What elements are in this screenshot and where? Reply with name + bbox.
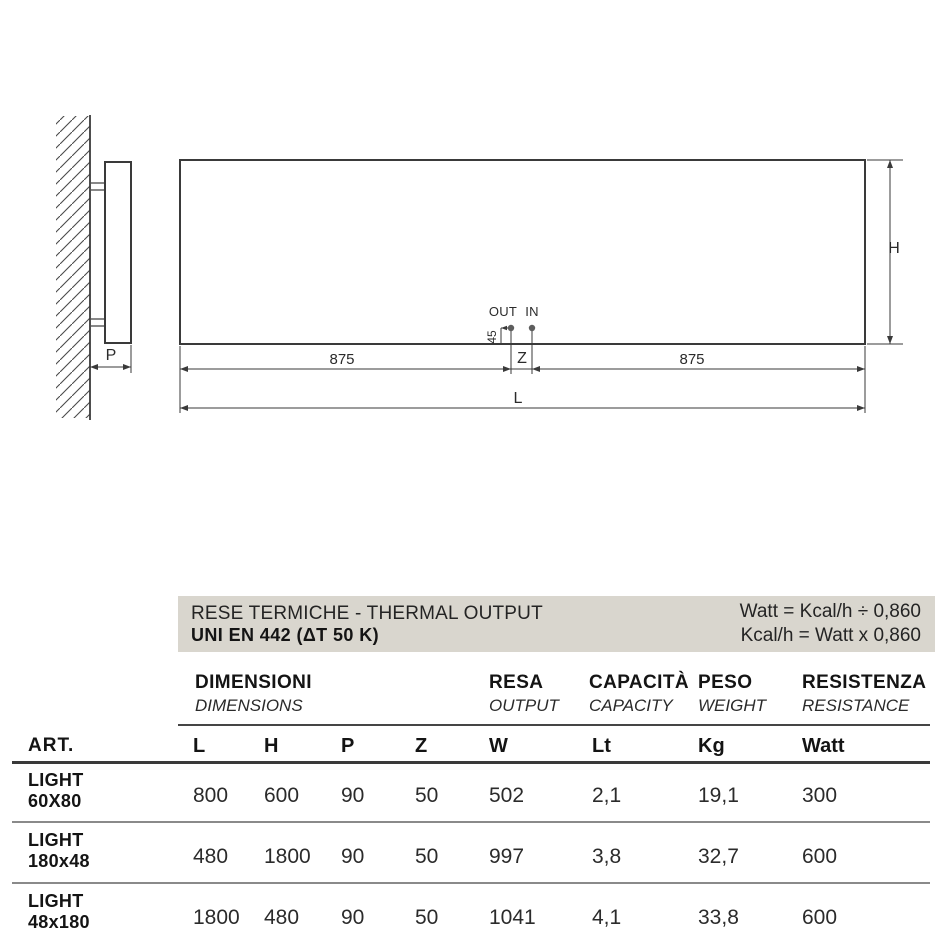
in-label: IN: [525, 304, 539, 319]
table-row: [0, 891, 950, 947]
formula-watt: Watt = Kcal/h ÷ 0,860: [739, 601, 921, 623]
table-row: [0, 770, 950, 826]
table-row: [0, 830, 950, 886]
column-group-output: [489, 672, 559, 716]
dim-label-l: L: [513, 390, 523, 407]
arrow: [857, 405, 865, 411]
col-header-watt: Watt: [802, 735, 845, 757]
dim-label-h: H: [888, 240, 900, 257]
cell-l: 800: [193, 784, 229, 807]
group-label-en: CAPACITY: [589, 696, 673, 715]
thermal-output-title-line1: RESE TERMICHE - THERMAL OUTPUT: [191, 602, 543, 624]
arrow: [180, 405, 188, 411]
cell-lt: 4,1: [592, 906, 622, 929]
article-name: [28, 891, 90, 933]
dim-label-z: Z: [517, 350, 527, 367]
cell-l: 480: [193, 845, 229, 868]
cell-p: 90: [341, 906, 365, 929]
cell-w: 1041: [489, 906, 536, 929]
conversion-formulas: [740, 600, 921, 648]
group-label-en: WEIGHT: [698, 696, 766, 715]
thermal-output-title-line2: UNI EN 442 (ΔT 50 K): [191, 624, 379, 645]
group-label-en: OUTPUT: [489, 696, 559, 715]
cell-watt: 600: [802, 906, 838, 929]
column-group-dimensions: [195, 672, 312, 716]
cell-h: 600: [264, 784, 300, 807]
group-label-it: RESA: [489, 672, 544, 693]
cell-lt: 3,8: [592, 845, 622, 868]
col-header-lt: Lt: [592, 735, 611, 757]
group-label-it: DIMENSIONI: [195, 672, 312, 693]
mounting-bracket-top: [91, 183, 105, 190]
col-header-kg: Kg: [698, 735, 725, 757]
group-label-en: DIMENSIONS: [195, 696, 303, 715]
group-label-it: RESISTENZA: [802, 672, 927, 693]
dim-label-45: 45: [485, 330, 499, 344]
col-header-p: P: [341, 735, 355, 757]
cell-h: 1800: [264, 845, 311, 868]
dim-label-p: P: [105, 347, 117, 364]
row-divider: [12, 882, 930, 884]
cell-l: 1800: [193, 906, 240, 929]
arrow: [887, 160, 893, 168]
out-connection-point: [508, 325, 514, 331]
in-connection-point: [529, 325, 535, 331]
col-header-h: H: [264, 735, 279, 757]
column-group-weight: [698, 672, 766, 716]
column-group-capacity: [589, 672, 689, 716]
thermal-output-header: [178, 596, 935, 652]
cell-kg: 33,8: [698, 906, 739, 929]
group-label-it: CAPACITÀ: [589, 672, 689, 693]
radiator-side-view: [105, 162, 131, 343]
cell-h: 480: [264, 906, 300, 929]
cell-watt: 300: [802, 784, 838, 807]
cell-kg: 19,1: [698, 784, 739, 807]
wall-hatch: [56, 116, 90, 418]
article-line2: 60X80: [28, 791, 82, 811]
subheader-divider: [12, 761, 930, 764]
col-header-z: Z: [415, 735, 428, 757]
cell-watt: 600: [802, 845, 838, 868]
arrow: [123, 364, 131, 370]
column-group-resistance: [802, 672, 926, 716]
article-name: [28, 830, 90, 872]
arrow: [857, 366, 865, 372]
cell-p: 90: [341, 845, 365, 868]
cell-z: 50: [415, 845, 439, 868]
mounting-bracket-bottom: [91, 319, 105, 326]
dim-label-875-left: 875: [329, 351, 355, 368]
formula-kcal: Kcal/h = Watt x 0,860: [740, 625, 921, 646]
group-label-it: PESO: [698, 672, 753, 693]
article-line2: 180x48: [28, 851, 90, 871]
col-header-w: W: [489, 735, 508, 757]
cell-z: 50: [415, 784, 439, 807]
group-label-en: RESISTANCE: [802, 696, 910, 715]
cell-kg: 32,7: [698, 845, 739, 868]
article-line2: 48x180: [28, 912, 90, 932]
article-line1: LIGHT: [28, 891, 84, 911]
arrow: [887, 336, 893, 344]
thermal-output-title: [191, 603, 543, 646]
article-line1: LIGHT: [28, 770, 84, 790]
col-header-l: L: [193, 735, 206, 757]
article-line1: LIGHT: [28, 830, 84, 850]
arrow: [90, 364, 98, 370]
cell-p: 90: [341, 784, 365, 807]
cell-w: 997: [489, 845, 525, 868]
cell-lt: 2,1: [592, 784, 622, 807]
cell-z: 50: [415, 906, 439, 929]
dim-label-875-right: 875: [679, 351, 705, 368]
cell-w: 502: [489, 784, 525, 807]
row-divider: [12, 821, 930, 823]
article-name: [28, 770, 84, 812]
out-label: OUT: [488, 304, 518, 319]
group-header-divider: [178, 724, 930, 726]
art-header: ART.: [28, 735, 75, 756]
arrow: [180, 366, 188, 372]
